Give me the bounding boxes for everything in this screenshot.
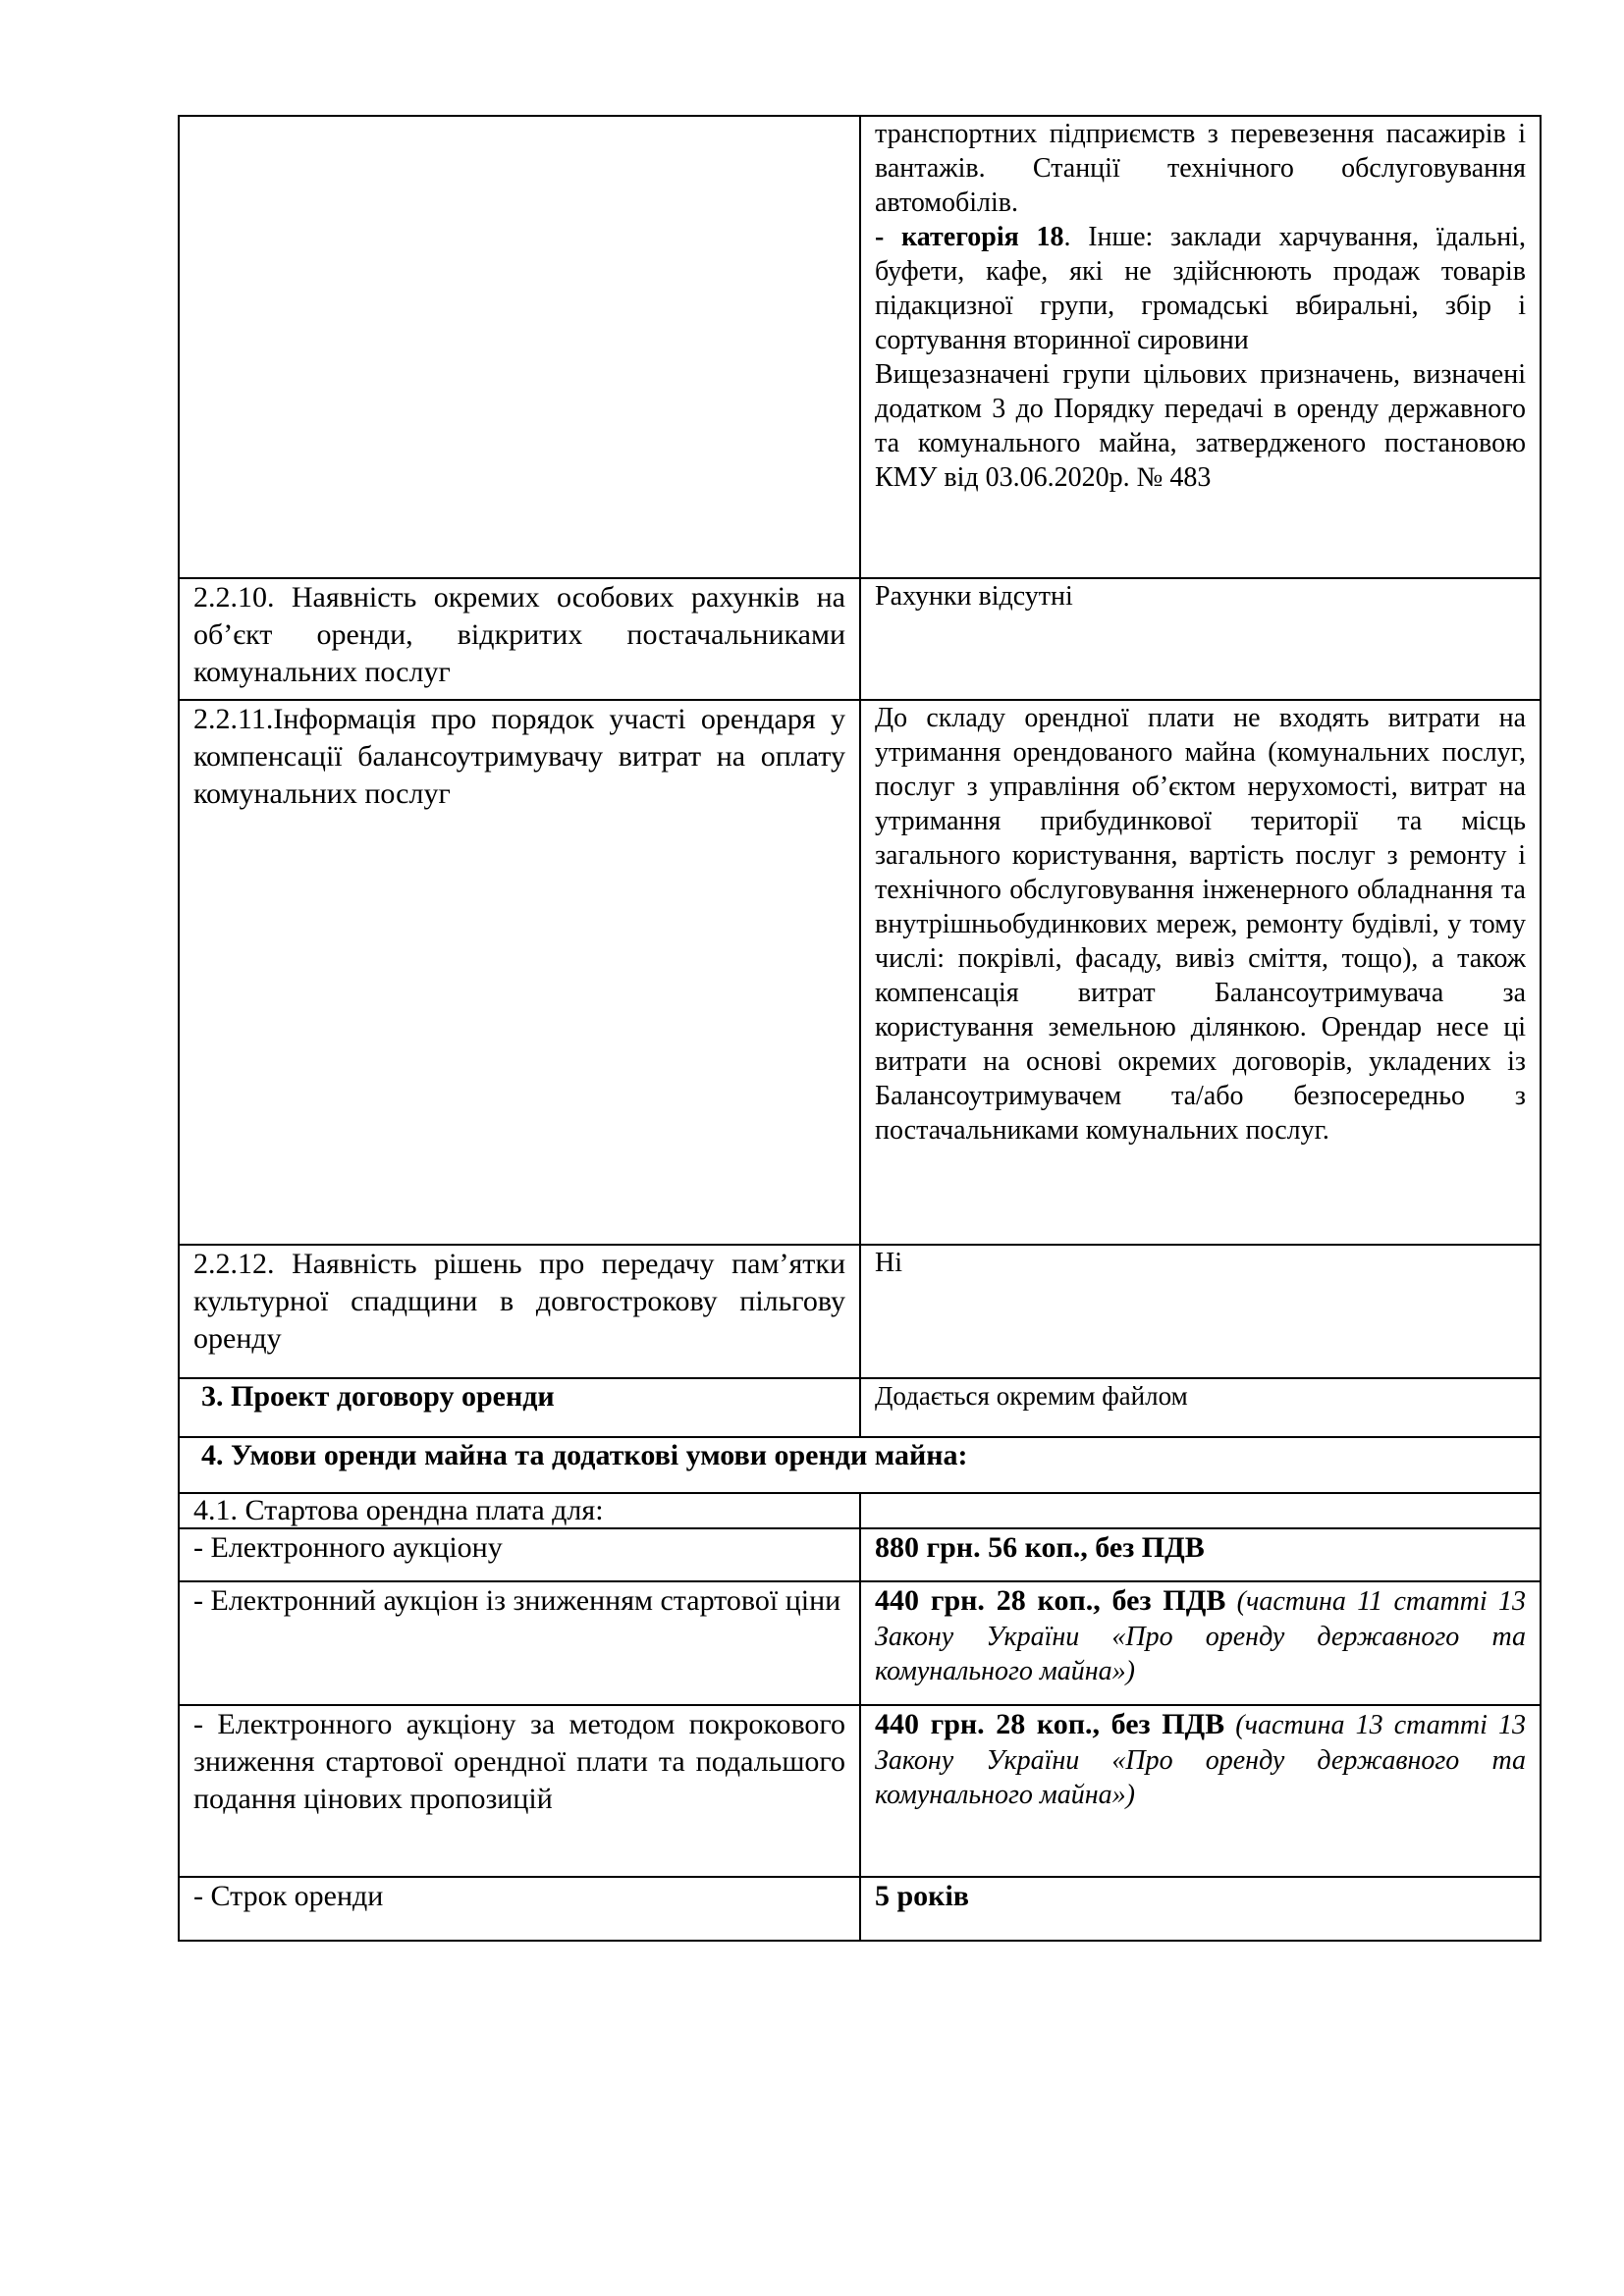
row-label-cell: - Електронного аукціону за методом покрокового зниження стартової орендної плати та подальшого подання цінових пропозицій [179, 1705, 860, 1877]
table-row [179, 1528, 1541, 1581]
law-reference: (частина 11 статті 13 Закону України «Про оренду державного та комунального майна») [875, 1586, 1526, 1686]
row-value-cell [860, 1581, 1541, 1705]
table-row [179, 1581, 1541, 1705]
row-label-cell: - Строк оренди [179, 1877, 860, 1941]
category-text-continued: транспортних підприємств з перевезення пасажирів і вантажів. Станції технічного обслуговування автомобілів. [875, 119, 1526, 218]
section-4-heading: 4. Умови оренди майна та додаткові умови оренди майна: [179, 1437, 1541, 1493]
law-reference: (частина 13 статті 13 Закону України «Про оренду державного та комунального майна») [875, 1710, 1527, 1810]
row-label-cell: - Електронного аукціону [179, 1528, 860, 1581]
row-value-cell: 5 років [860, 1877, 1541, 1941]
table-row [179, 1245, 1541, 1378]
row-value-cell: Ні [860, 1245, 1541, 1378]
table-row [179, 578, 1541, 700]
row-value-cell: Додається окремим файлом [860, 1378, 1541, 1437]
table-row [179, 1493, 1541, 1528]
table-row [179, 1437, 1541, 1493]
row-label-cell: 2.2.10. Наявність окремих особових рахунків на об’єкт оренди, відкритих постачальниками комунальних послуг [179, 578, 860, 700]
table-row [179, 700, 1541, 1245]
category-18-text [875, 220, 1526, 357]
category-18-description: . Інше: заклади харчування, їдальні, буфети, кафе, які не здійснюють продаж товарів підакцизної групи, громадські вбиральні, збір і сортування вторинної сировини [875, 222, 1526, 355]
purpose-groups-note: Вищезазначені групи цільових призначень, визначені додатком 3 до Порядку передачі в оренду державного та комунального майна, затвердженого постановою КМУ від 03.06.2020р. № 483 [875, 359, 1526, 493]
row-value-cell [860, 116, 1541, 578]
row-label-cell: 4.1. Стартова орендна плата для: [179, 1493, 860, 1528]
row-value-cell: До складу орендної плати не входять витрати на утримання орендованого майна (комунальних послуг, послуг з управління об’єктом нерухомості, витрат на утримання прибудинкової території та місць загального користування, вартість послуг з ремонту і технічного обслуговування інженерного обладнання та внутрішньобудинкових мереж, ремонту будівлі, у тому числі: покрівлі, фасаду, вивіз сміття, тощо), а також компенсація витрат Балансоутримувача за користування земельною ділянкою. Орендар несе ці витрати на основі окремих договорів, укладених із Балансоутримувачем та/або безпосередньо з постачальниками комунальних послуг. [860, 700, 1541, 1245]
rent-amount: 440 грн. 28 коп., без ПДВ [875, 1708, 1225, 1740]
row-value-cell: 880 грн. 56 коп., без ПДВ [860, 1528, 1541, 1581]
row-value-cell [860, 1493, 1541, 1528]
row-label-cell: - Електронний аукціон із зниженням стартової ціни [179, 1581, 860, 1705]
row-value-cell: Рахунки відсутні [860, 578, 1541, 700]
table-row [179, 1378, 1541, 1437]
category-18-label: - категорія 18 [875, 222, 1064, 252]
row-label-cell: 2.2.11.Інформація про порядок участі орендаря у компенсації балансоутримувачу витрат на оплату комунальних послуг [179, 700, 860, 1245]
section-3-heading: 3. Проект договору оренди [179, 1378, 860, 1437]
table-row [179, 116, 1541, 578]
lease-terms-table [178, 115, 1542, 1942]
table-row [179, 1877, 1541, 1941]
row-value-cell [860, 1705, 1541, 1877]
row-label-cell: 2.2.12. Наявність рішень про передачу пам’ятки культурної спадщини в довгострокову пільгову оренду [179, 1245, 860, 1378]
rent-amount: 440 грн. 28 коп., без ПДВ [875, 1584, 1226, 1617]
row-label-cell [179, 116, 860, 578]
table-row [179, 1705, 1541, 1877]
